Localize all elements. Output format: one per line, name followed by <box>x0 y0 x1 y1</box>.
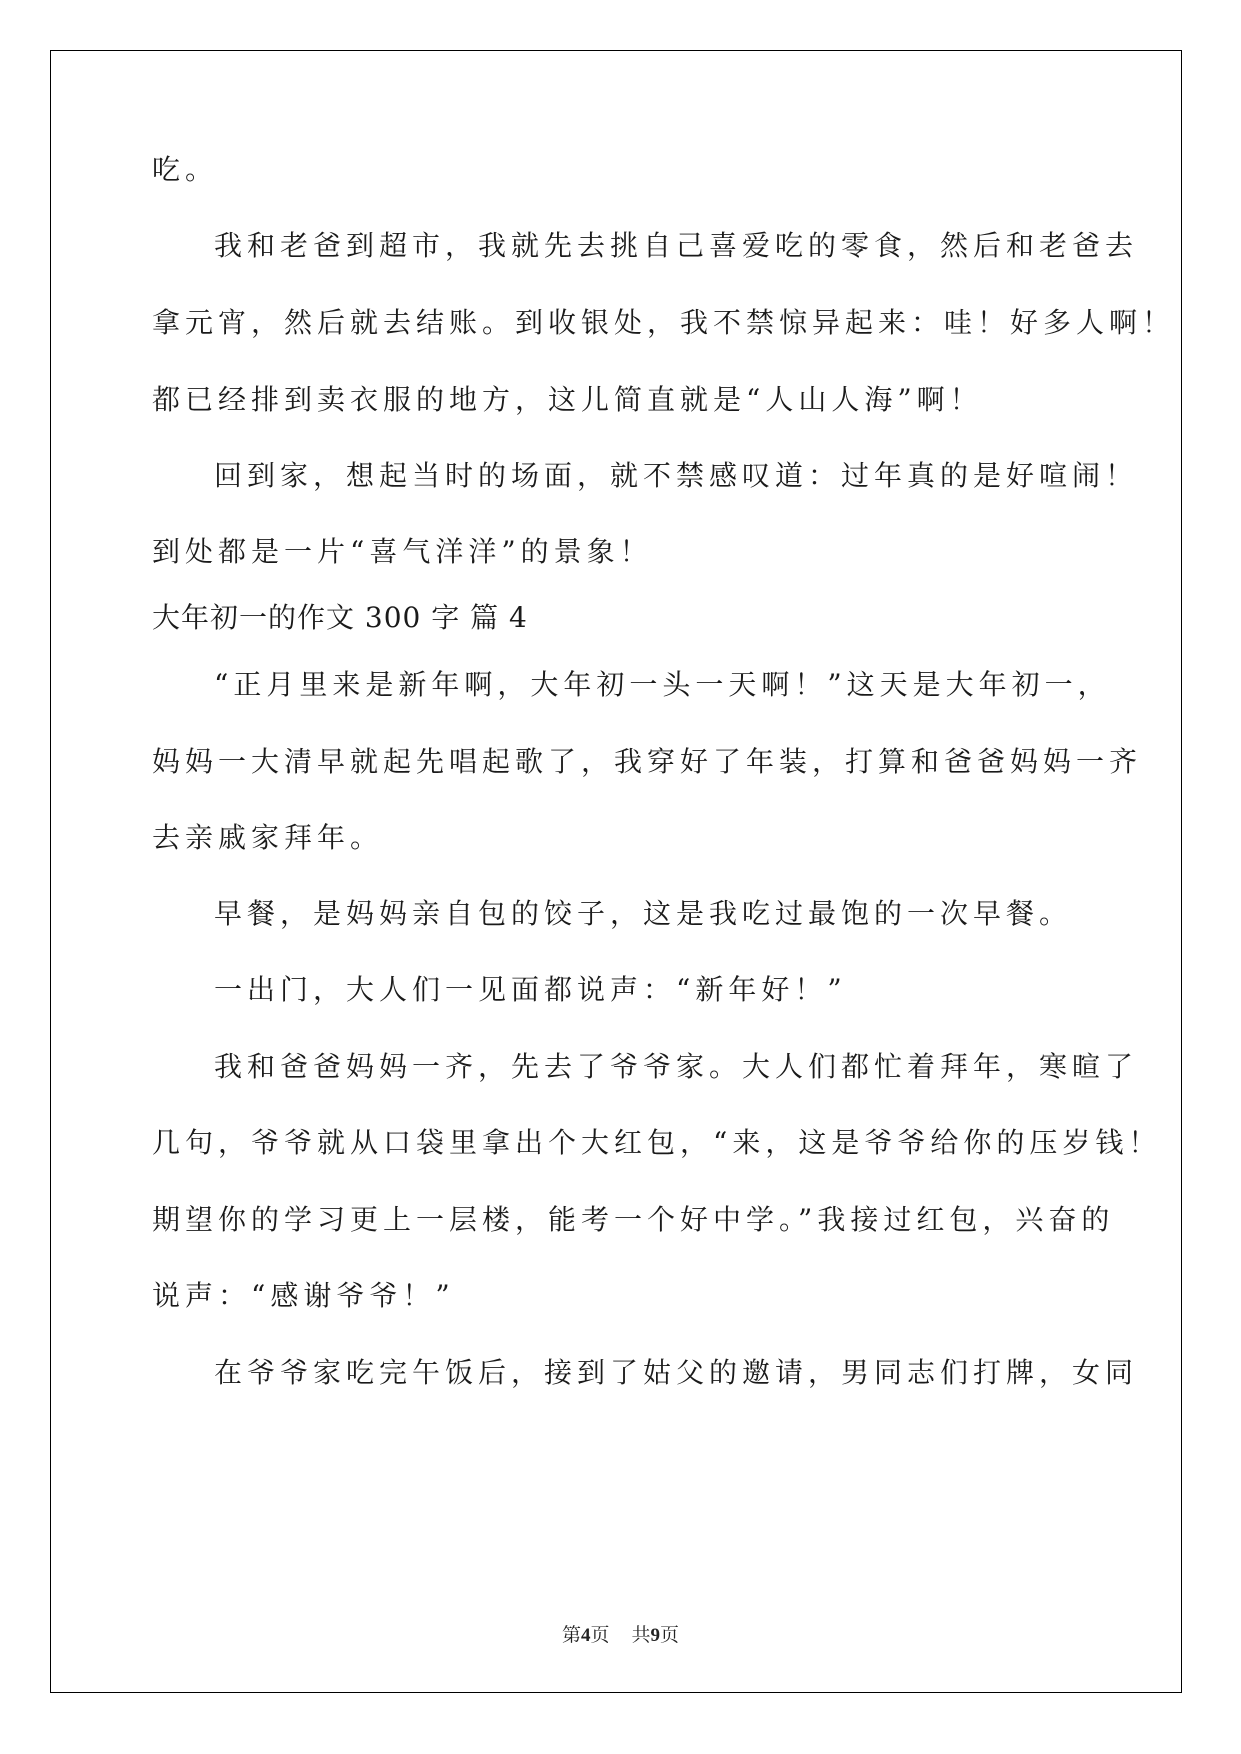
text-line: 我和爸爸妈妈一齐，先去了爷爷家。大人们都忙着拜年，寒暄了 <box>214 1050 1139 1083</box>
page-border <box>50 50 1182 1693</box>
page-footer <box>0 1620 1241 1647</box>
text-line: 在爷爷家吃完午饭后，接到了姑父的邀请，男同志们打牌，女同 <box>214 1356 1139 1389</box>
text-line: 我和老爸到超市，我就先去挑自己喜爱吃的零食，然后和老爸去 <box>214 229 1139 262</box>
text-line: 到处都是一片“喜气洋洋”的景象！ <box>152 535 653 568</box>
text-line: 说声：“感谢爷爷！” <box>152 1279 455 1312</box>
text-line: 去亲戚家拜年。 <box>152 821 384 854</box>
text-line: 一出门，大人们一见面都说声：“新年好！” <box>214 973 847 1006</box>
text-line: 几句，爷爷就从口袋里拿出个大红包，“来，这是爷爷给你的压岁钱！ <box>152 1126 1162 1159</box>
text-line: 回到家，想起当时的场面，就不禁感叹道：过年真的是好喧闹！ <box>214 459 1139 492</box>
page-prefix: 第 <box>561 1625 581 1646</box>
text-line: 早餐，是妈妈亲自包的饺子，这是我吃过最饱的一次早餐。 <box>214 897 1073 930</box>
text-line: 期望你的学习更上一层楼，能考一个好中学。”我接过红包，兴奋的 <box>152 1203 1115 1236</box>
text-line: 妈妈一大清早就起先唱起歌了，我穿好了年装，打算和爸爸妈妈一齐 <box>152 745 1143 778</box>
page-suffix: 页 <box>590 1625 610 1646</box>
total-pages: 9 <box>650 1625 661 1646</box>
text-line: “正月里来是新年啊，大年初一头一天啊！”这天是大年初一， <box>214 668 1111 701</box>
total-suffix: 页 <box>660 1625 680 1646</box>
section-heading: 大年初一的作文 300 字 篇 4 <box>152 601 528 634</box>
text-line: 都已经排到卖衣服的地方，这儿简直就是“人山人海”啊！ <box>152 383 983 416</box>
text-line: 吃。 <box>152 153 219 186</box>
text-line: 拿元宵，然后就去结账。到收银处，我不禁惊异起来：哇！好多人啊！ <box>152 306 1176 339</box>
total-prefix: 共 <box>631 1625 651 1646</box>
page-number: 4 <box>580 1625 591 1646</box>
